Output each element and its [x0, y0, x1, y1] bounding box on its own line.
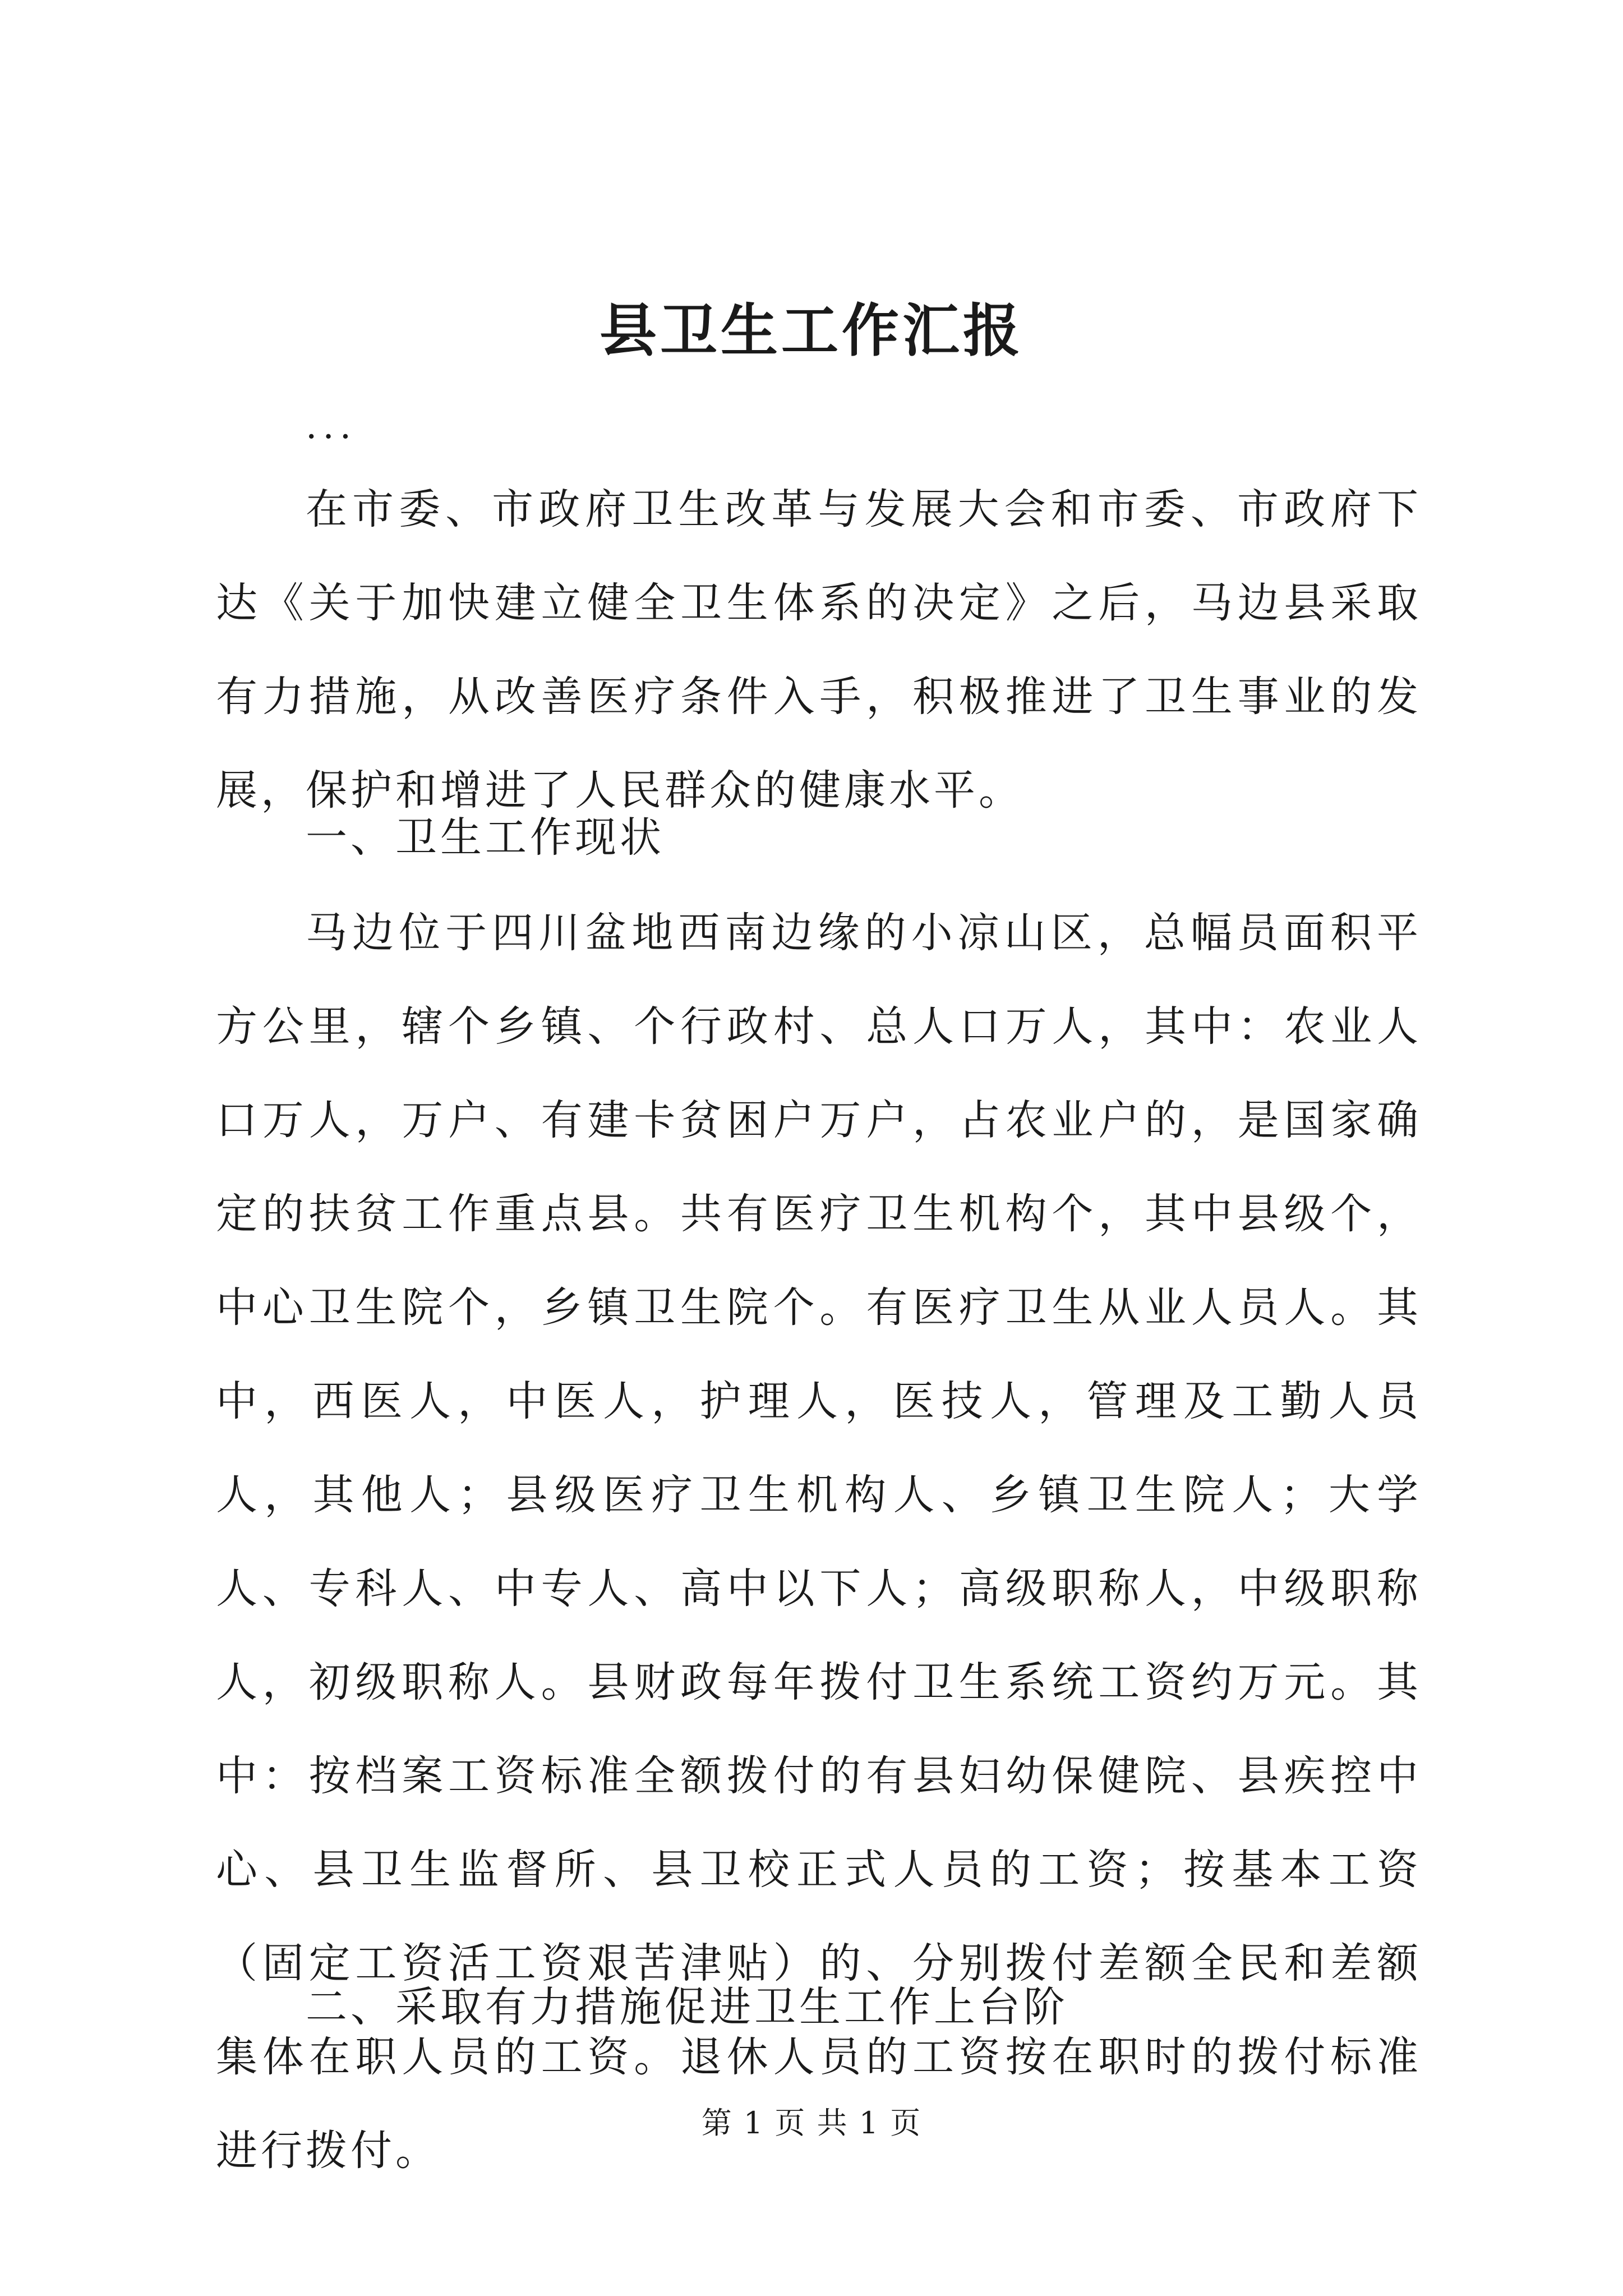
paragraph-current-status: 马边位于四川盆地西南边缘的小凉山区，总幅员面积平方公里，辖个乡镇、个行政村、总人口万人，其中：农业人口万人，万户、有建卡贫困户万户，占农业户的，是国家确定的扶贫工作重点县。共有医疗卫生机构个，其中县级个，中心卫生院个，乡镇卫生院个。有医疗卫生从业人员人。其中，西医人，中医人，护理人，医技人，管理及工勤人员人，其他人；县级医疗卫生机构人、乡镇卫生院人；大学人、专科人、中专人、高中以下人；高级职称人，中级职称人，初级职称人。县财政每年拨付卫生系统工资约万元。其中：按档案工资标准全额拨付的有县妇幼保健院、县疾控中心、县卫生监督所、县卫校正式人员的工资；按基本工资（固定工资活工资艰苦津贴）的、分别拨付差额全民和差额集体在职人员的工资。退休人员的工资按在职时的拨付标准进行拨付。 [216, 909, 1422, 2175]
section-heading-2: 二、采取有力措施促进卫生工作上台阶 [306, 1983, 1068, 2031]
page-footer: 第 1 页 共 1 页 [701, 2105, 922, 2141]
section-heading-1: 一、卫生工作现状 [306, 813, 665, 862]
document-title: 县卫生工作汇报 [600, 297, 1023, 365]
paragraph-intro: 在市委、市政府卫生改革与发展大会和市委、市政府下达《关于加快建立健全卫生体系的决定》之后，马边县采取有力措施，从改善医疗条件入手，积极推进了卫生事业的发展，保护和增进了人民群众的健康水平。 [216, 485, 1422, 815]
ellipsis-marker: ... [306, 406, 357, 447]
